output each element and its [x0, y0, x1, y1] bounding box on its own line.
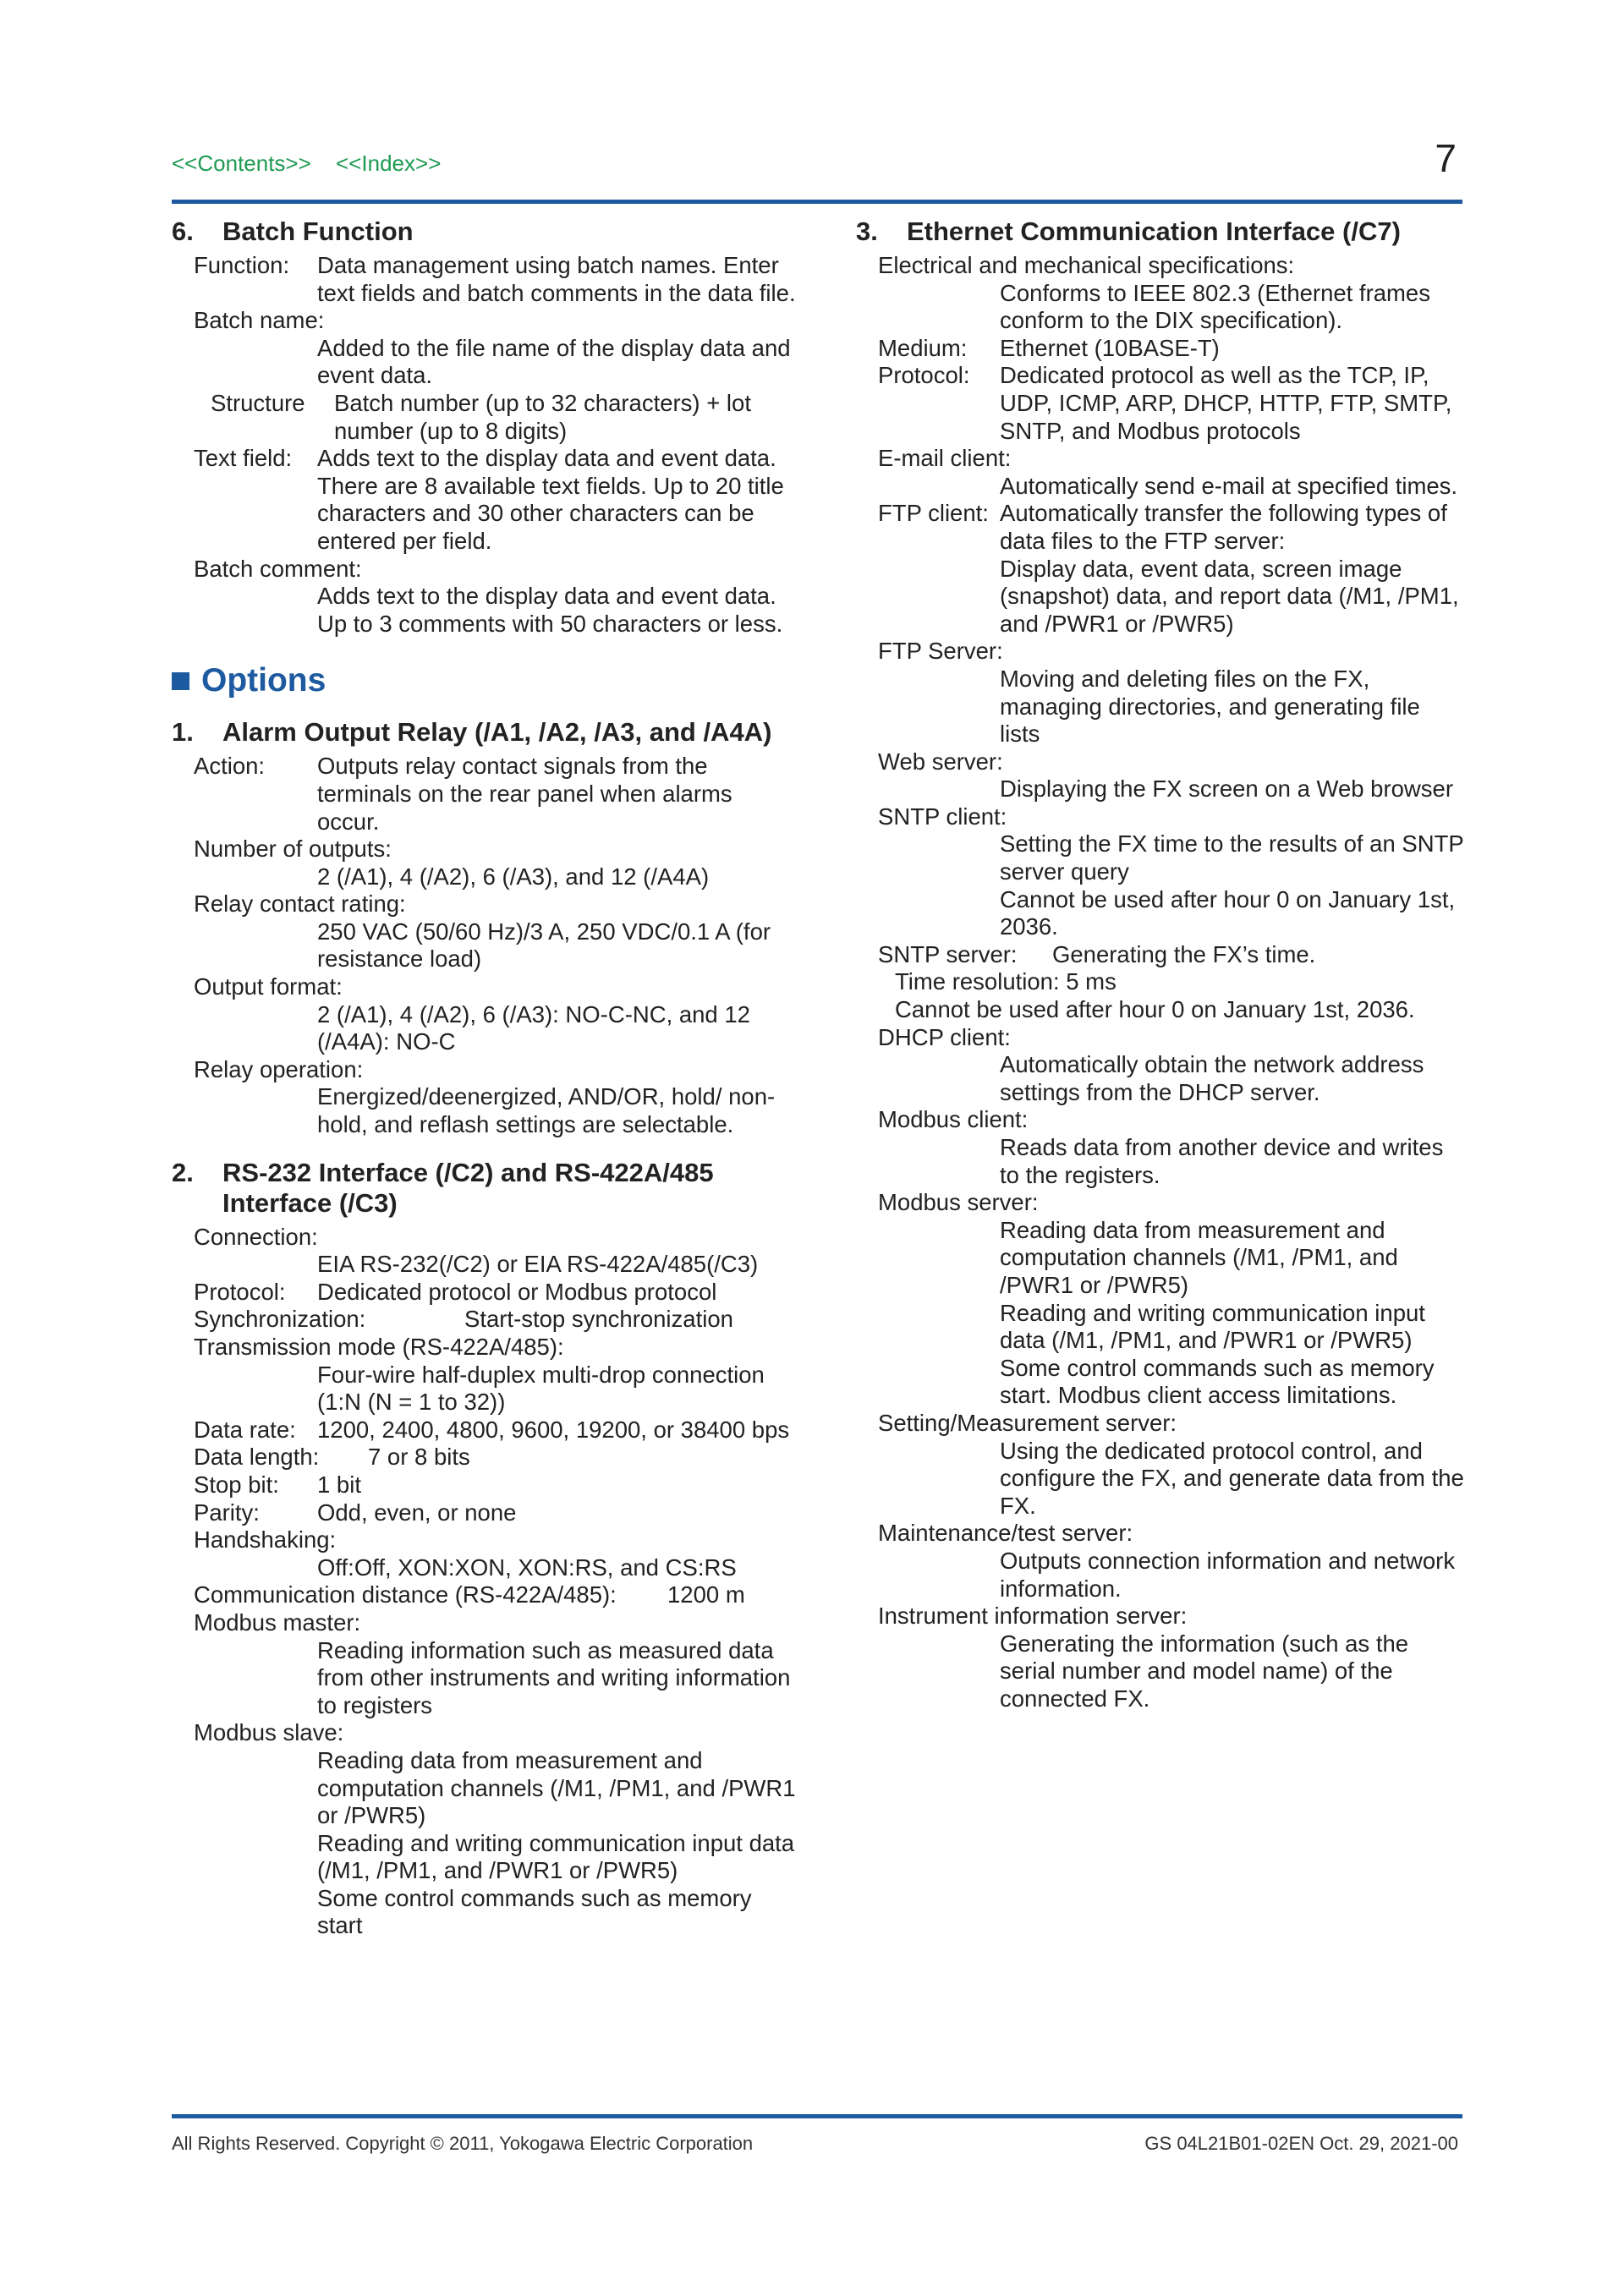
- spec-ftp-client: FTP client: Automatically transfer the following types of data files to the FTP server:: [878, 500, 1447, 554]
- spec-slave-text-3: Some control commands such as memory start: [317, 1884, 752, 1939]
- spec-setting-label: Setting/Measurement server:: [878, 1409, 1177, 1436]
- spec-structure: Structure Batch number (up to 32 characters) + lot number (up to 8 digits): [211, 389, 751, 444]
- spec-format-label: Output format:: [194, 973, 343, 1000]
- options-heading: Options: [172, 661, 798, 700]
- index-link[interactable]: <<Index>>: [336, 151, 442, 176]
- spec-elec-text: Conforms to IEEE 802.3 (Ethernet frames conform to the DIX specification).: [1000, 279, 1430, 334]
- spec-outputs-label: Number of outputs:: [194, 836, 392, 863]
- square-bullet-icon: [172, 672, 189, 690]
- spec-format-text: 2 (/A1), 4 (/A2), 6 (/A3): NO-C-NC, and 12 (/A4A): NO-C: [317, 1000, 750, 1055]
- spec-outputs-text: 2 (/A1), 4 (/A2), 6 (/A3), and 12 (/A4A): [317, 863, 710, 890]
- header-divider: [172, 200, 1462, 204]
- spec-time-resolution: Time resolution: 5 ms: [895, 968, 1116, 995]
- spec-slave-text-2: Reading and writing communication input data (/M1, /PM1, and /PWR1 or /PWR5): [317, 1829, 795, 1884]
- spec-sntp-client-label: SNTP client:: [878, 803, 1007, 830]
- spec-sntp-client-text-2: Cannot be used after hour 0 on January 1st, 2036.: [1000, 885, 1456, 940]
- footer-copyright: All Rights Reserved. Copyright © 2011, Yokogawa Electric Corporation: [172, 2133, 754, 2154]
- spec-operation-text: Energized/deenergized, AND/OR, hold/ non-hold, and reflash settings are selectable.: [317, 1083, 776, 1138]
- spec-rating-label: Relay contact rating:: [194, 890, 406, 918]
- spec-stop: Stop bit: 1 bit: [194, 1471, 361, 1498]
- spec-sync: Synchronization: Start-stop synchronization: [194, 1306, 733, 1333]
- spec-sntp-client-text: Setting the FX time to the results of an SNTP server query: [1000, 830, 1464, 885]
- spec-modbus-client-text: Reads data from another device and writes to the registers.: [1000, 1134, 1444, 1188]
- contents-link[interactable]: <<Contents>>: [172, 151, 311, 176]
- spec-modbus-server-text-1: Reading data from measurement and computation channels (/M1, /PM1, and /PWR1 or /PWR5): [1000, 1216, 1398, 1298]
- header-links: [172, 151, 459, 177]
- spec-slave-text-1: Reading data from measurement and computation channels (/M1, /PM1, and /PWR1 or /PWR5): [317, 1746, 796, 1829]
- spec-function: Function: Data management using batch names. Enter text fields and batch comments in the data file.: [194, 252, 796, 306]
- spec-slave-label: Modbus slave:: [194, 1719, 344, 1746]
- spec-length: Data length: 7 or 8 bits: [194, 1444, 470, 1471]
- spec-email-label: E-mail client:: [878, 445, 1012, 472]
- spec-parity: Parity: Odd, even, or none: [194, 1499, 517, 1526]
- spec-modbus-client-label: Modbus client:: [878, 1106, 1029, 1133]
- spec-modbus-server-text-2: Reading and writing communication input data (/M1, /PM1, and /PWR1 or /PWR5): [1000, 1299, 1425, 1354]
- section-heading-ethernet: 3. Ethernet Communication Interface (/C7): [856, 216, 1401, 246]
- section-heading-batch: 6. Batch Function: [172, 216, 414, 246]
- spec-elec-label: Electrical and mechanical specifications:: [878, 252, 1295, 278]
- spec-dhcp-text: Automatically obtain the network address settings from the DHCP server.: [1000, 1051, 1424, 1105]
- spec-tx-text: Four-wire half-duplex multi-drop connection (1:N (N = 1 to 32)): [317, 1361, 765, 1416]
- spec-action: Action: Outputs relay contact signals from the terminals on the rear panel when alarms occur.: [194, 753, 732, 835]
- spec-master-text: Reading information such as measured data from other instruments and writing information to registers: [317, 1636, 791, 1718]
- spec-email-text: Automatically send e-mail at specified times.: [1000, 472, 1458, 499]
- spec-maint-text: Outputs connection information and network information.: [1000, 1547, 1456, 1602]
- spec-rate: Data rate: 1200, 2400, 4800, 9600, 19200, or 38400 bps: [194, 1416, 790, 1443]
- spec-maint-label: Maintenance/test server:: [878, 1520, 1133, 1547]
- spec-batch-name-text: Added to the file name of the display data and event data.: [317, 334, 791, 389]
- spec-operation-label: Relay operation:: [194, 1055, 364, 1082]
- spec-handshake-text: Off:Off, XON:XON, XON:RS, and CS:RS: [317, 1553, 737, 1581]
- spec-distance: Communication distance (RS-422A/485): 1200 m: [194, 1581, 745, 1608]
- spec-web-label: Web server:: [878, 748, 1003, 775]
- spec-connection-text: EIA RS-232(/C2) or EIA RS-422A/485(/C3): [317, 1251, 759, 1278]
- spec-modbus-server-text-3: Some control commands such as memory start. Modbus client access limitations.: [1000, 1354, 1435, 1409]
- spec-ftp-client-text-2: Display data, event data, screen image (snapshot) data, and report data (/M1, /PM1, and /PWR1 or /PWR5): [1000, 555, 1459, 637]
- spec-master-label: Modbus master:: [194, 1608, 361, 1636]
- spec-handshake-label: Handshaking:: [194, 1526, 337, 1553]
- spec-batch-comment-text: Adds text to the display data and event data. Up to 3 comments with 50 characters or less.: [317, 583, 783, 637]
- spec-sntp-server: SNTP server: Generating the FX’s time.: [878, 940, 1316, 967]
- spec-rating-text: 250 VAC (50/60 Hz)/3 A, 250 VDC/0.1 A (for resistance load): [317, 918, 771, 973]
- spec-ftp-server-text: Moving and deleting files on the FX, managing directories, and generating file lists: [1000, 665, 1420, 748]
- spec-connection-label: Connection:: [194, 1223, 318, 1250]
- right-column: [856, 216, 1465, 1712]
- section-heading-rs232: 2. RS-232 Interface (/C2) and RS-422A/485 Interface (/C3): [172, 1157, 714, 1218]
- page-number: 7: [1435, 136, 1457, 180]
- spec-instr-text: Generating the information (such as the serial number and model name) of the connected FX.: [1000, 1630, 1409, 1712]
- left-column: [172, 216, 798, 1940]
- spec-ftp-server-label: FTP Server:: [878, 638, 1003, 665]
- footer-doc-id: GS 04L21B01-02EN Oct. 29, 2021-00: [1144, 2133, 1458, 2154]
- spec-instr-label: Instrument information server:: [878, 1603, 1188, 1630]
- section-heading-alarm-relay: 1. Alarm Output Relay (/A1, /A2, /A3, and /A4A): [172, 717, 772, 748]
- spec-dhcp-label: DHCP client:: [878, 1023, 1011, 1050]
- spec-setting-text: Using the dedicated protocol control, and configure the FX, and generate data from the FX.: [1000, 1437, 1464, 1519]
- spec-eth-protocol: Protocol: Dedicated protocol as well as the TCP, IP, UDP, ICMP, ARP, DHCP, HTTP, FTP, SMTP, SNTP, and Modbus protocols: [878, 362, 1452, 444]
- spec-batch-comment-label: Batch comment:: [194, 555, 362, 582]
- spec-web-text: Displaying the FX screen on a Web browser: [1000, 775, 1453, 803]
- footer-divider: [172, 2114, 1462, 2118]
- spec-text-field: Text field: Adds text to the display data and event data. There are 8 available text fields. Up to 20 title characters and 30 other characters can be entered per field.: [194, 445, 784, 554]
- spec-batch-name-label: Batch name:: [194, 307, 325, 334]
- spec-modbus-server-label: Modbus server:: [878, 1189, 1039, 1216]
- spec-protocol: Protocol: Dedicated protocol or Modbus protocol: [194, 1278, 717, 1305]
- spec-medium: Medium: Ethernet (10BASE-T): [878, 334, 1220, 361]
- spec-tx-label: Transmission mode (RS-422A/485):: [194, 1334, 564, 1360]
- spec-sntp-server-note: Cannot be used after hour 0 on January 1st, 2036.: [895, 996, 1415, 1023]
